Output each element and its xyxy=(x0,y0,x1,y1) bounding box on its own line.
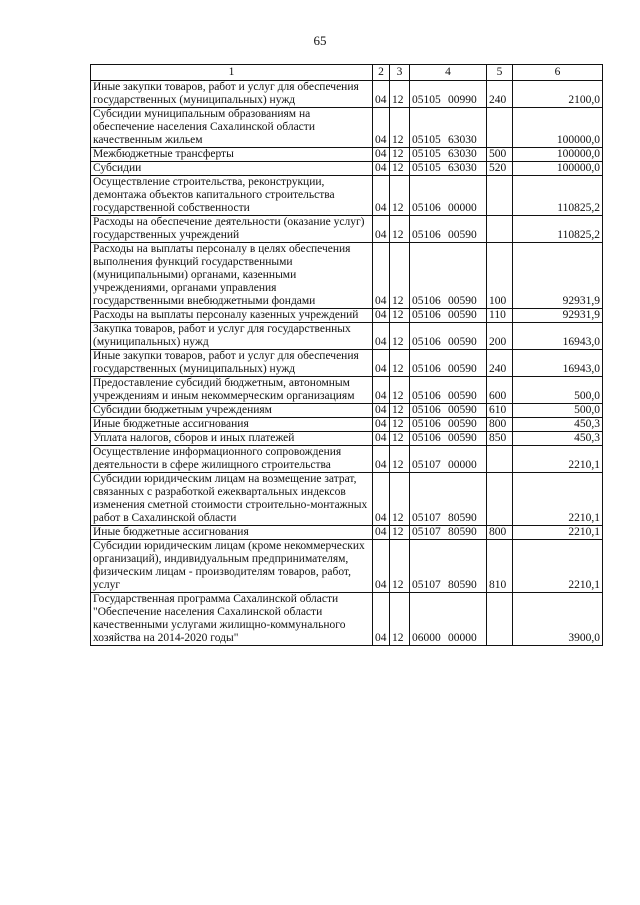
subsection-code: 12 xyxy=(390,377,410,404)
amount: 110825,2 xyxy=(513,216,603,243)
section-code: 04 xyxy=(373,162,390,176)
direction-code: 00590 xyxy=(448,363,477,375)
subsection-code: 12 xyxy=(390,309,410,323)
expense-type-code xyxy=(487,593,513,646)
section-code: 04 xyxy=(373,418,390,432)
expense-type-code xyxy=(487,176,513,216)
section-code: 04 xyxy=(373,404,390,418)
subsection-code: 12 xyxy=(390,243,410,309)
program-code: 05107 xyxy=(412,579,441,591)
section-code: 04 xyxy=(373,243,390,309)
expense-type-code xyxy=(487,473,513,526)
expense-type-code: 100 xyxy=(487,243,513,309)
table-row xyxy=(91,473,603,526)
column-header: 3 xyxy=(390,65,410,81)
column-header: 2 xyxy=(373,65,390,81)
table-row xyxy=(91,108,603,148)
header-row xyxy=(91,65,603,81)
table-row xyxy=(91,148,603,162)
section-code: 04 xyxy=(373,432,390,446)
section-code: 04 xyxy=(373,108,390,148)
program-code: 05106 xyxy=(412,202,441,214)
table-row xyxy=(91,216,603,243)
table-row xyxy=(91,323,603,350)
direction-code: 00590 xyxy=(448,229,477,241)
target-article-code xyxy=(410,593,487,646)
subsection-code: 12 xyxy=(390,108,410,148)
table-row xyxy=(91,350,603,377)
table-row xyxy=(91,432,603,446)
expense-type-code: 810 xyxy=(487,540,513,593)
target-article-code xyxy=(410,243,487,309)
program-code: 05105 xyxy=(412,148,441,160)
program-code: 05107 xyxy=(412,512,441,524)
amount: 92931,9 xyxy=(513,309,603,323)
expense-type-code xyxy=(487,446,513,473)
section-code: 04 xyxy=(373,309,390,323)
direction-code: 80590 xyxy=(448,579,477,591)
amount: 16943,0 xyxy=(513,323,603,350)
program-code: 05106 xyxy=(412,404,441,416)
subsection-code: 12 xyxy=(390,418,410,432)
program-code: 05106 xyxy=(412,295,441,307)
target-article-code xyxy=(410,162,487,176)
expense-type-code: 520 xyxy=(487,162,513,176)
program-code: 05106 xyxy=(412,418,441,430)
expense-type-code xyxy=(487,108,513,148)
page-number: 65 xyxy=(313,33,327,48)
program-code: 05105 xyxy=(412,94,441,106)
expense-type-code xyxy=(487,216,513,243)
row-name: Субсидии юридическим лицам (кроме некоммерческих организаций), индивидуальным предпринимателям, физическим лицам - производителям товаров, работ, услуг xyxy=(91,540,373,593)
row-name: Межбюджетные трансферты xyxy=(91,148,373,162)
expense-type-code: 240 xyxy=(487,350,513,377)
target-article-code xyxy=(410,176,487,216)
expense-type-code: 240 xyxy=(487,81,513,108)
target-article-code xyxy=(410,148,487,162)
expense-type-code: 800 xyxy=(487,526,513,540)
row-name: Иные закупки товаров, работ и услуг для обеспечения государственных (муниципальных) нужд xyxy=(91,81,373,108)
row-name: Государственная программа Сахалинской области "Обеспечение населения Сахалинской области качественными услугами жилищно-коммунального хозяйства на 2014-2020 годы" xyxy=(91,593,373,646)
program-code: 05106 xyxy=(412,336,441,348)
expense-type-code: 610 xyxy=(487,404,513,418)
subsection-code: 12 xyxy=(390,148,410,162)
section-code: 04 xyxy=(373,593,390,646)
direction-code: 00590 xyxy=(448,390,477,402)
row-name: Осуществление информационного сопровождения деятельности в сфере жилищного строительства xyxy=(91,446,373,473)
program-code: 05106 xyxy=(412,229,441,241)
section-code: 04 xyxy=(373,216,390,243)
section-code: 04 xyxy=(373,446,390,473)
amount: 450,3 xyxy=(513,418,603,432)
direction-code: 80590 xyxy=(448,512,477,524)
program-code: 05105 xyxy=(412,162,441,174)
program-code: 06000 xyxy=(412,632,441,644)
row-name: Субсидии юридическим лицам на возмещение затрат, связанных с разработкой ежеквартальных индексов изменения сметной стоимости строительно-монтажных работ в Сахалинской области xyxy=(91,473,373,526)
direction-code: 00000 xyxy=(448,459,477,471)
expense-type-code: 850 xyxy=(487,432,513,446)
row-name: Расходы на обеспечение деятельности (оказание услуг) государственных учреждений xyxy=(91,216,373,243)
direction-code: 00590 xyxy=(448,418,477,430)
program-code: 05107 xyxy=(412,526,441,538)
subsection-code: 12 xyxy=(390,593,410,646)
direction-code: 00590 xyxy=(448,432,477,444)
section-code: 04 xyxy=(373,323,390,350)
direction-code: 63030 xyxy=(448,162,477,174)
amount: 110825,2 xyxy=(513,176,603,216)
subsection-code: 12 xyxy=(390,323,410,350)
subsection-code: 12 xyxy=(390,81,410,108)
amount: 100000,0 xyxy=(513,148,603,162)
expense-type-code: 500 xyxy=(487,148,513,162)
expense-type-code: 800 xyxy=(487,418,513,432)
direction-code: 00590 xyxy=(448,295,477,307)
program-code: 05106 xyxy=(412,390,441,402)
subsection-code: 12 xyxy=(390,540,410,593)
subsection-code: 12 xyxy=(390,162,410,176)
target-article-code xyxy=(410,309,487,323)
direction-code: 00990 xyxy=(448,94,477,106)
target-article-code xyxy=(410,404,487,418)
row-name: Расходы на выплаты персоналу казенных учреждений xyxy=(91,309,373,323)
target-article-code xyxy=(410,323,487,350)
subsection-code: 12 xyxy=(390,446,410,473)
direction-code: 00590 xyxy=(448,336,477,348)
table-row xyxy=(91,243,603,309)
column-header: 4 xyxy=(410,65,487,81)
expense-type-code: 200 xyxy=(487,323,513,350)
target-article-code xyxy=(410,446,487,473)
direction-code: 00590 xyxy=(448,309,477,321)
table-row xyxy=(91,418,603,432)
column-header: 6 xyxy=(513,65,603,81)
table-row xyxy=(91,176,603,216)
subsection-code: 12 xyxy=(390,526,410,540)
amount: 2210,1 xyxy=(513,446,603,473)
program-code: 05106 xyxy=(412,309,441,321)
amount: 2210,1 xyxy=(513,526,603,540)
direction-code: 00000 xyxy=(448,202,477,214)
table-row xyxy=(91,404,603,418)
row-name: Предоставление субсидий бюджетным, автономным учреждениям и иным некоммерческим организациям xyxy=(91,377,373,404)
subsection-code: 12 xyxy=(390,350,410,377)
subsection-code: 12 xyxy=(390,176,410,216)
target-article-code xyxy=(410,108,487,148)
amount: 450,3 xyxy=(513,432,603,446)
row-name: Субсидии муниципальным образованиям на обеспечение населения Сахалинской области качественным жильем xyxy=(91,108,373,148)
expense-type-code: 110 xyxy=(487,309,513,323)
amount: 500,0 xyxy=(513,404,603,418)
section-code: 04 xyxy=(373,81,390,108)
direction-code: 63030 xyxy=(448,148,477,160)
subsection-code: 12 xyxy=(390,404,410,418)
program-code: 05105 xyxy=(412,134,441,146)
direction-code: 80590 xyxy=(448,526,477,538)
direction-code: 00590 xyxy=(448,404,477,416)
section-code: 04 xyxy=(373,350,390,377)
column-header: 1 xyxy=(91,65,373,81)
subsection-code: 12 xyxy=(390,473,410,526)
budget-table xyxy=(90,64,603,646)
row-name: Расходы на выплаты персоналу в целях обеспечения выполнения функций государственными (муниципальными) органами, казенными учреждениями, органами управления государственными внебюджетными фондами xyxy=(91,243,373,309)
column-header: 5 xyxy=(487,65,513,81)
section-code: 04 xyxy=(373,473,390,526)
program-code: 05106 xyxy=(412,432,441,444)
table-row xyxy=(91,81,603,108)
section-code: 04 xyxy=(373,377,390,404)
table-row xyxy=(91,377,603,404)
target-article-code xyxy=(410,81,487,108)
amount: 500,0 xyxy=(513,377,603,404)
table-row xyxy=(91,446,603,473)
subsection-code: 12 xyxy=(390,432,410,446)
row-name: Осуществление строительства, реконструкции, демонтажа объектов капитального строительства государственной собственности xyxy=(91,176,373,216)
direction-code: 63030 xyxy=(448,134,477,146)
target-article-code xyxy=(410,473,487,526)
row-name: Закупка товаров, работ и услуг для государственных (муниципальных) нужд xyxy=(91,323,373,350)
row-name: Субсидии бюджетным учреждениям xyxy=(91,404,373,418)
section-code: 04 xyxy=(373,148,390,162)
amount: 100000,0 xyxy=(513,108,603,148)
target-article-code xyxy=(410,377,487,404)
row-name: Иные бюджетные ассигнования xyxy=(91,418,373,432)
table-row xyxy=(91,540,603,593)
program-code: 05107 xyxy=(412,459,441,471)
target-article-code xyxy=(410,526,487,540)
section-code: 04 xyxy=(373,540,390,593)
table-row xyxy=(91,526,603,540)
row-name: Субсидии xyxy=(91,162,373,176)
amount: 2210,1 xyxy=(513,473,603,526)
target-article-code xyxy=(410,350,487,377)
section-code: 04 xyxy=(373,176,390,216)
amount: 2100,0 xyxy=(513,81,603,108)
table-row xyxy=(91,309,603,323)
row-name: Уплата налогов, сборов и иных платежей xyxy=(91,432,373,446)
target-article-code xyxy=(410,432,487,446)
amount: 16943,0 xyxy=(513,350,603,377)
amount: 92931,9 xyxy=(513,243,603,309)
amount: 3900,0 xyxy=(513,593,603,646)
direction-code: 00000 xyxy=(448,632,477,644)
target-article-code xyxy=(410,418,487,432)
target-article-code xyxy=(410,216,487,243)
subsection-code: 12 xyxy=(390,216,410,243)
table-row xyxy=(91,593,603,646)
table-row xyxy=(91,162,603,176)
amount: 2210,1 xyxy=(513,540,603,593)
target-article-code xyxy=(410,540,487,593)
program-code: 05106 xyxy=(412,363,441,375)
row-name: Иные бюджетные ассигнования xyxy=(91,526,373,540)
amount: 100000,0 xyxy=(513,162,603,176)
row-name: Иные закупки товаров, работ и услуг для обеспечения государственных (муниципальных) нужд xyxy=(91,350,373,377)
section-code: 04 xyxy=(373,526,390,540)
expense-type-code: 600 xyxy=(487,377,513,404)
